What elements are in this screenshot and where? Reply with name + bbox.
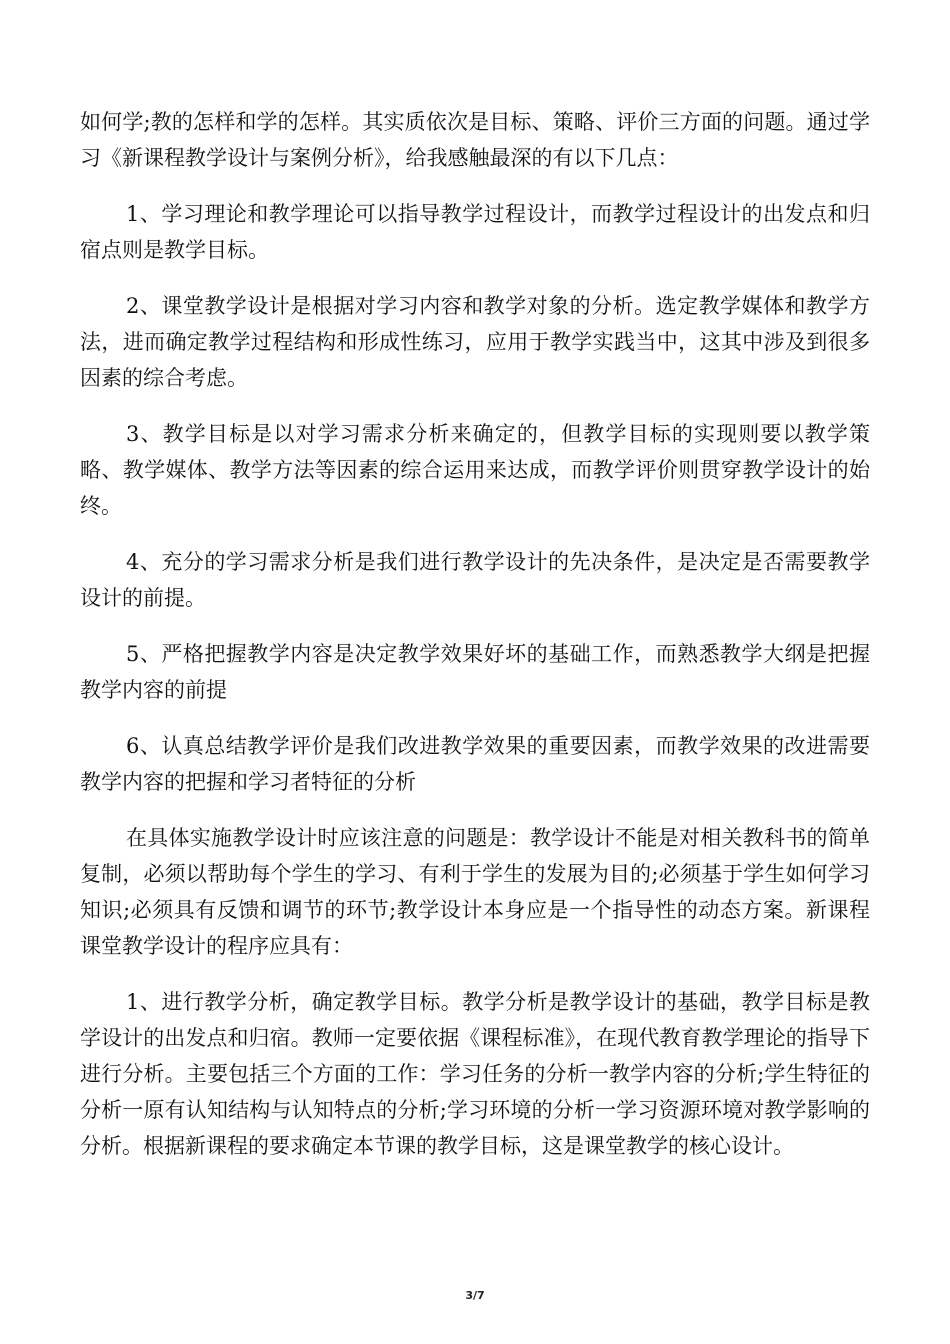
- paragraph-procedure-1: 1、进行教学分析，确定教学目标。教学分析是教学设计的基础，教学目标是教学设计的出发点和归宿。教师一定要依据《课程标准》，在现代教育教学理论的指导下进行分析。主要包括三个方面的工作：学习任务的分析一教学内容的分析;学生特征的分析一原有认知结构与认知特点的分析;学习环境的分析一学习资源环境对教学影响的分析。根据新课程的要求确定本节课的教学目标，这是课堂教学的核心设计。: [80, 990, 870, 1158]
- paragraph-implementation: 在具体实施教学设计时应该注意的问题是：教学设计不能是对相关教科书的简单复制，必须以帮助每个学生的学习、有利于学生的发展为目的;必须基于学生如何学习知识;必须具有反馈和调节的环节;教学设计本身应是一个指导性的动态方案。新课程课堂教学设计的程序应具有：: [80, 826, 870, 958]
- paragraph-point-6: 6、认真总结教学评价是我们改进教学效果的重要因素，而教学效果的改进需要教学内容的把握和学习者特征的分析: [80, 734, 870, 794]
- paragraph-point-5: 5、严格把握教学内容是决定教学效果好坏的基础工作，而熟悉教学大纲是把握教学内容的前提: [80, 642, 870, 702]
- paragraph-point-2: 2、课堂教学设计是根据对学习内容和教学对象的分析。选定教学媒体和教学方法，进而确定教学过程结构和形成性练习，应用于教学实践当中，这其中涉及到很多因素的综合考虑。: [80, 294, 870, 390]
- paragraph-point-1: 1、学习理论和教学理论可以指导教学过程设计，而教学过程设计的出发点和归宿点则是教学目标。: [80, 202, 870, 262]
- paragraph-point-3: 3、教学目标是以对学习需求分析来确定的，但教学目标的实现则要以教学策略、教学媒体、教学方法等因素的综合运用来达成，而教学评价则贯穿教学设计的始终。: [80, 422, 870, 518]
- document-body: [80, 104, 870, 1184]
- paragraph-intro: 如何学;教的怎样和学的怎样。其实质依次是目标、策略、评价三方面的问题。通过学习《新课程教学设计与案例分析》，给我感触最深的有以下几点：: [80, 110, 870, 170]
- page-number: 3/7: [465, 1289, 485, 1302]
- paragraph-point-4: 4、充分的学习需求分析是我们进行教学设计的先决条件，是决定是否需要教学设计的前提。: [80, 550, 870, 610]
